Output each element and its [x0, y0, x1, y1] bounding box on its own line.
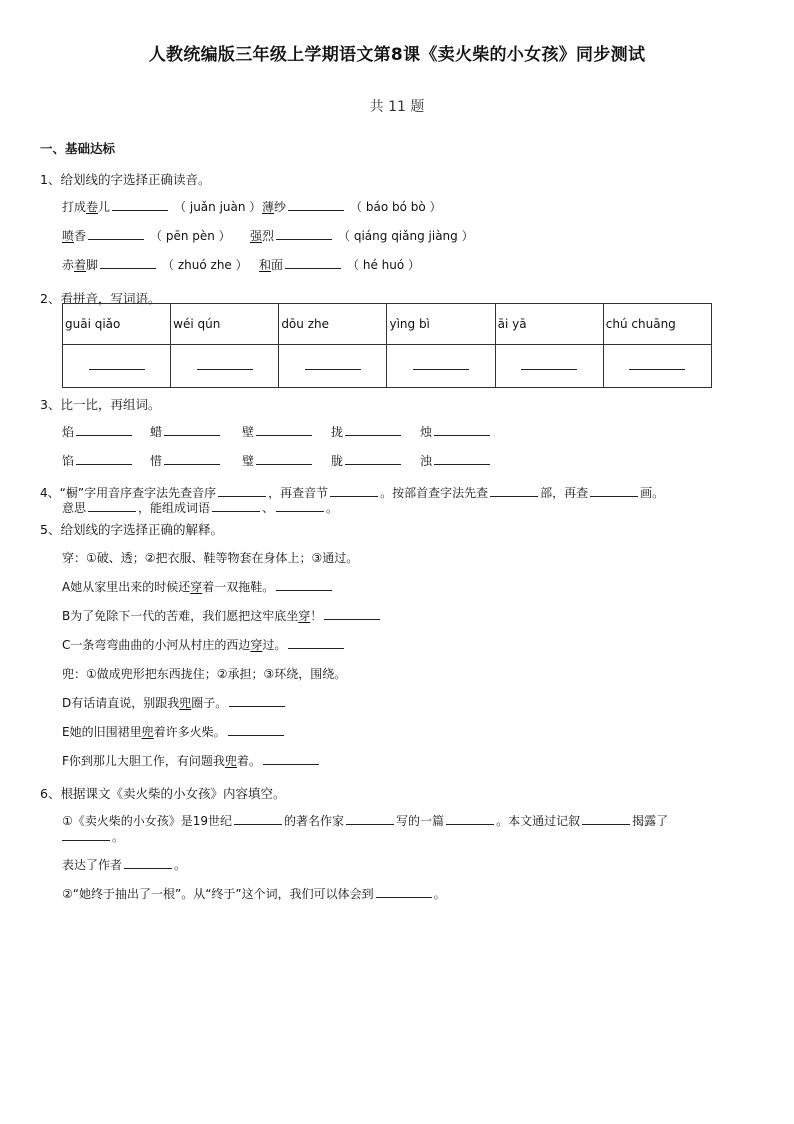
answer-cell[interactable] — [603, 345, 711, 388]
q5-item: F你到那儿大胆工作，有问题我兜着。 — [62, 752, 321, 769]
q5-item: B为了免除下一代的苦难，我们愿把这牢底坐穿！ — [62, 607, 382, 624]
answer-blank[interactable] — [256, 453, 312, 465]
answer-cell[interactable] — [63, 345, 171, 388]
q5-item: A她从家里出来的时候还穿着一双拖鞋。 — [62, 578, 334, 595]
q1-item: 喷香 （ pēn pèn ） — [62, 229, 231, 243]
q1-item: 薄纱 （ báo bó bò ） — [262, 200, 442, 214]
answer-blank[interactable] — [124, 857, 172, 869]
answer-blank[interactable] — [376, 886, 432, 898]
answer-cell[interactable] — [495, 345, 603, 388]
q3-item: 馅 — [62, 452, 134, 469]
q3-item: 惜 — [150, 452, 222, 469]
q5-item: E她的旧围裙里兜着许多火柴。 — [62, 723, 286, 740]
answer-blank[interactable] — [345, 453, 401, 465]
answer-blank[interactable] — [490, 485, 538, 497]
answer-blank[interactable] — [229, 695, 285, 707]
answer-blank[interactable] — [285, 257, 341, 269]
q6-prompt: 6、根据课文《卖火柴的小女孩》内容填空。 — [40, 786, 286, 801]
answer-blank[interactable] — [288, 637, 344, 649]
q1-item: 打成卷儿 （ juǎn juàn ） — [62, 200, 262, 214]
answer-blank[interactable] — [164, 453, 220, 465]
answer-blank[interactable] — [288, 199, 344, 211]
answer-blank[interactable] — [324, 608, 380, 620]
answer-blank[interactable] — [590, 485, 638, 497]
definition-chuan: 穿：①破、透；②把衣服、鞋等物套在身体上；③通过。 — [62, 551, 359, 565]
definition-dou: 兜：①做成兜形把东西拢住；②承担；③环绕，围绕。 — [62, 667, 347, 681]
pinyin-cell: wéi qún — [171, 304, 279, 345]
q6-line3: 表达了作者 。 — [62, 858, 187, 872]
answer-blank[interactable] — [256, 424, 312, 436]
answer-blank[interactable] — [100, 257, 156, 269]
q3-item: 蜡 — [150, 423, 222, 440]
answer-blank[interactable] — [263, 753, 319, 765]
q5-item: C一条弯弯曲曲的小河从村庄的西边穿过。 — [62, 636, 346, 653]
answer-blank[interactable] — [88, 228, 144, 240]
pinyin-table — [62, 303, 712, 388]
q5-prompt: 5、给划线的字选择正确的解释。 — [40, 522, 223, 537]
q3-prompt: 3、比一比，再组词。 — [40, 397, 161, 412]
q4-line2: 意思 ，能组成词语 、 。 — [62, 501, 339, 515]
q3-item: 焰 — [62, 423, 134, 440]
q3-item: 拢 — [331, 423, 403, 440]
answer-blank[interactable] — [62, 829, 110, 841]
q6-line2: 。 — [62, 828, 124, 845]
q3-item: 胧 — [331, 452, 403, 469]
pinyin-cell: dōu zhe — [279, 304, 387, 345]
answer-blank[interactable] — [434, 453, 490, 465]
q5-item: D有话请直说，别跟我兜圈子。 — [62, 694, 287, 711]
answer-blank[interactable] — [76, 424, 132, 436]
q3-item: 璧 — [242, 452, 314, 469]
answer-blank[interactable] — [88, 500, 136, 512]
answer-blank[interactable] — [276, 579, 332, 591]
section-heading: 一、基础达标 — [40, 141, 116, 156]
q1-item: 和面 （ hé huó ） — [259, 258, 421, 272]
q3-item: 烛 — [420, 423, 492, 440]
answer-blank[interactable] — [434, 424, 490, 436]
answer-blank[interactable] — [112, 199, 168, 211]
q6-line1: ①《卖火柴的小女孩》是19世纪 的著名作家 写的一篇 。本文通过记叙 揭露了 — [62, 814, 669, 828]
pinyin-cell: chú chuāng — [603, 304, 711, 345]
page-title: 人教统编版三年级上学期语文第8课《卖火柴的小女孩》同步测试 — [148, 45, 646, 65]
q2-prompt: 2、看拼音，写词语。 — [40, 291, 161, 306]
answer-blank[interactable] — [345, 424, 401, 436]
answer-blank[interactable] — [212, 500, 260, 512]
q1-item: 强烈 （ qiáng qiǎng jiàng ） — [250, 229, 474, 243]
q1-prompt: 1、给划线的字选择正确读音。 — [40, 172, 211, 187]
pinyin-cell: guāi qiǎo — [63, 304, 171, 345]
answer-blank[interactable] — [582, 813, 630, 825]
answer-cell[interactable] — [171, 345, 279, 388]
q1-item: 赤着脚 （ zhuó zhe ） — [62, 258, 248, 272]
answer-blank[interactable] — [234, 813, 282, 825]
pinyin-cell: āi yā — [495, 304, 603, 345]
answer-blank[interactable] — [228, 724, 284, 736]
question-count: 共 11 题 — [369, 99, 425, 115]
answer-blank[interactable] — [218, 485, 266, 497]
answer-blank[interactable] — [276, 228, 332, 240]
answer-blank[interactable] — [76, 453, 132, 465]
q6-line4: ②“她终于抽出了一根”。从“终于”这个词，我们可以体会到 。 — [62, 887, 446, 901]
answer-blank[interactable] — [446, 813, 494, 825]
answer-cell[interactable] — [279, 345, 387, 388]
q4-line1: 4、“橱”字用音序查字法先查音序 ，再查音节 。按部首查字法先查 部，再查 画。 — [40, 486, 665, 500]
answer-blank[interactable] — [164, 424, 220, 436]
pinyin-cell: yìng bì — [387, 304, 495, 345]
q3-item: 壁 — [242, 423, 314, 440]
answer-blank[interactable] — [330, 485, 378, 497]
answer-blank[interactable] — [346, 813, 394, 825]
answer-cell[interactable] — [387, 345, 495, 388]
answer-blank[interactable] — [276, 500, 324, 512]
q3-item: 浊 — [420, 452, 492, 469]
